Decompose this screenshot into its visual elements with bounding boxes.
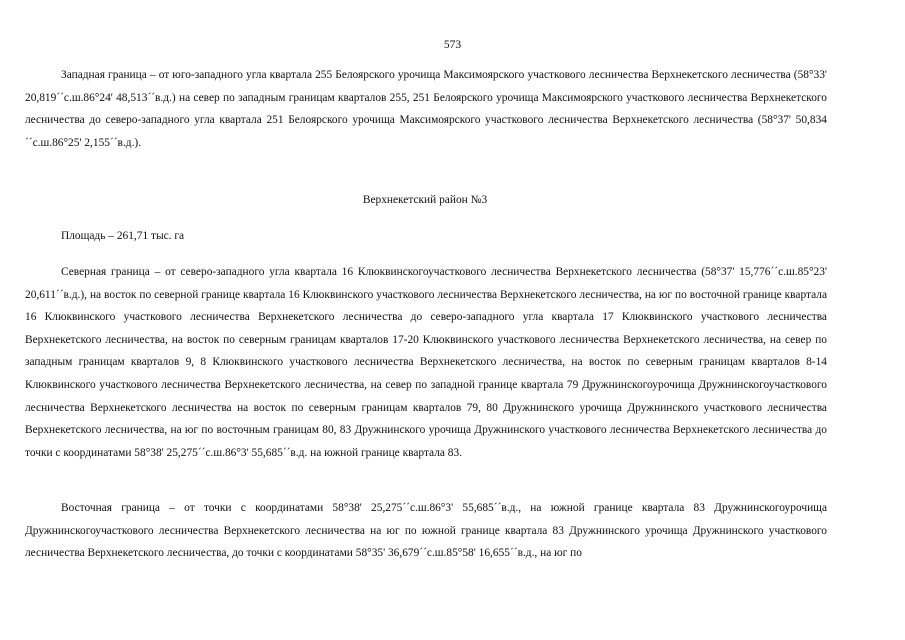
paragraph-west-border: Западная граница – от юго-западного угла квартала 255 Белоярского урочища Максимоярского участкового лесничества Верхнекетского лесничества (58°33' 20,819´´с.ш.86°24' 48,513´´в.д.) на север по западным границам кварталов 255, 251 Белоярского урочища Максимоярского участкового лесничества Верхнекетского лесничества до северо-западного угла квартала 251 Белоярского урочища Максимоярского участкового лесничества Верхнекетского лесничества (58°37' 50,834´´с.ш.86°25' 2,155´´в.д.).	[25, 69, 827, 149]
district-heading: Верхнекетский район №3	[362, 194, 488, 206]
page-number: 573	[443, 39, 462, 51]
paragraph-east-border: Восточная граница – от точки с координатами 58°38' 25,275´´с.ш.86°3' 55,685´´в.д., на южной границе квартала 83 Дружнинскогоурочища Дружнинскогоучасткового лесничества Верхнекетского лесничества на юг по южной границе квартала 83 Дружнинского урочища Дружнинского участкового лесничества Верхнекетского лесничества, до точки с координатами 58°35' 36,679´´с.ш.85°58' 16,655´´в.д., на юг по	[25, 502, 827, 560]
paragraph-north-border: Северная граница – от северо-западного угла квартала 16 Клюквинскогоучасткового лесничества Верхнекетского лесничества (58°37' 15,776´´с.ш.85°23' 20,611´´в.д.), на восток по северной границе квартала 16 Клюквинского участкового лесничества Верхнекетского лесничества, на юг по восточной границе квартала 16 Клюквинского участкового лесничества Верхнекетского лесничества до северо-западного угла квартала 17 Клюквинского участкового лесничества Верхнекетского лесничества, на восток по северным границам кварталов 17-20 Клюквинского участкового лесничества Верхнекетского лесничества, на север по западным границам кварталов 9, 8 Клюквинского участкового лесничества Верхнекетского лесничества, на восток по северным границам кварталов 8-14 Клюквинского участкового лесничества Верхнекетского лесничества, на север по западной границе квартала 79 Дружнинскогоурочища Дружнинскогоучасткового лесничества Верхнекетского лесничества на восток по северным границам кварталов 79, 80 Дружнинского урочища Дружнинского участкового лесничества Верхнекетского лесничества, на юг по восточным границам 80, 83 Дружнинского урочища Дружнинского участкового лесничества Верхнекетского лесничества до точки с координатами 58°38' 25,275´´с.ш.86°3' 55,685´´в.д. на южной границе квартала 83.	[25, 266, 827, 459]
area-line: Площадь – 261,71 тыс. га	[61, 230, 185, 242]
